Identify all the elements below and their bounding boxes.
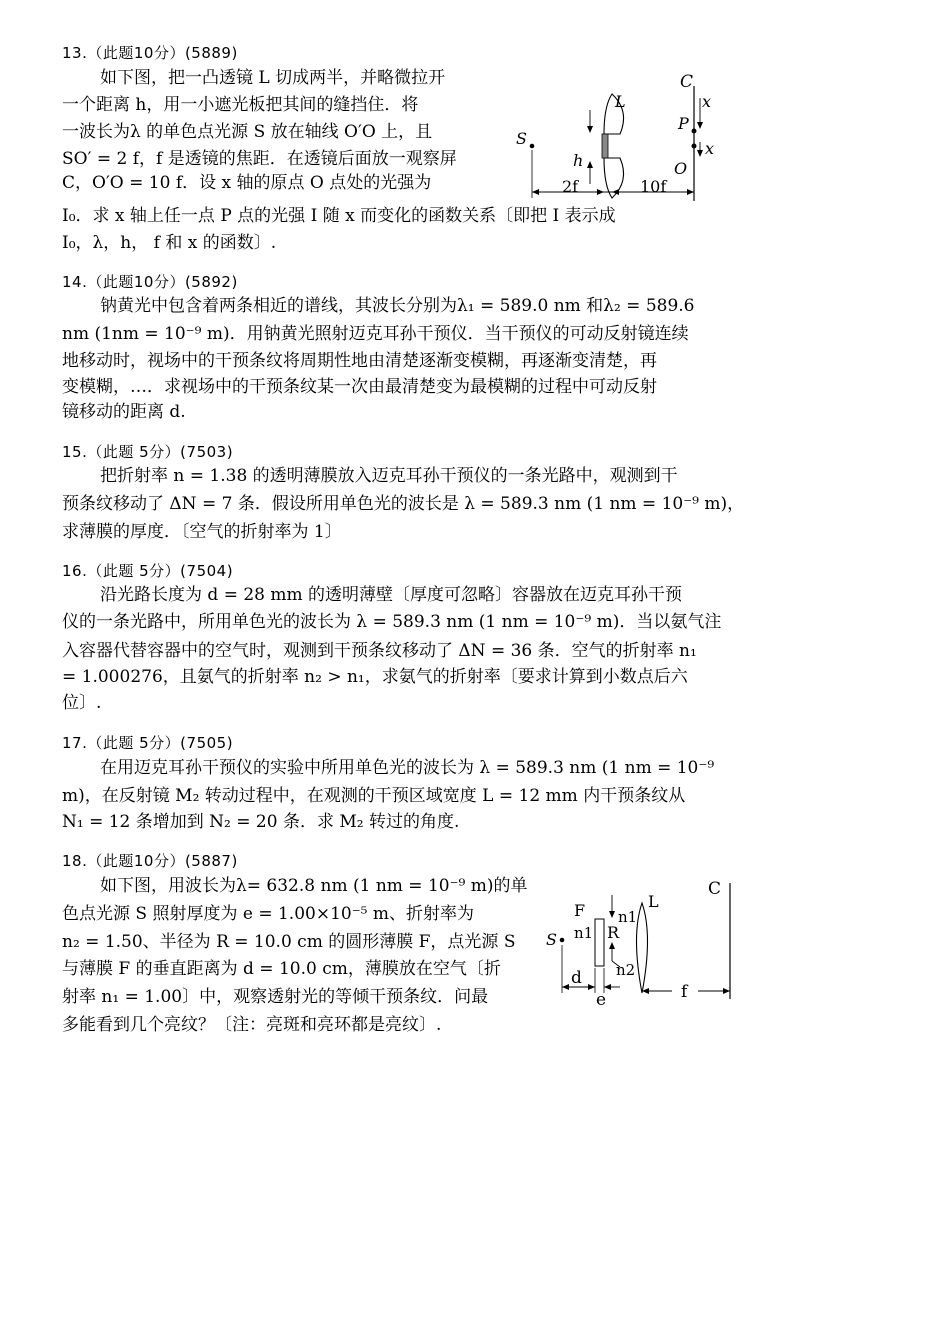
problem-13-line-2: 一个距离 h，用一小遮光板把其间的缝挡住．将 bbox=[62, 95, 419, 115]
problem-18-line-6: 多能看到几个亮纹？〔注：亮斑和亮环都是亮纹〕. bbox=[62, 1015, 442, 1035]
problem-17-line-3: N₁ = 12 条增加到 N₂ = 20 条．求 M₂ 转过的角度. bbox=[62, 812, 460, 832]
problem-18-line-5: 射率 n₁ = 1.00〕中，观察透射光的等倾干预条纹．问最 bbox=[62, 987, 489, 1007]
problem-18-figure bbox=[540, 873, 740, 1011]
problem-13-heading: 13.（此题10分）(5889) bbox=[62, 44, 238, 62]
problem-13-line-4: SO′ = 2 f，f 是透镜的焦距．在透镜后面放一观察屏 bbox=[62, 149, 457, 169]
problem-14-line-1: 钠黄光中包含着两条相近的谱线，其波长分别为λ₁ = 589.0 nm 和λ₂ = 589.6 bbox=[100, 296, 695, 316]
fig18-label-S: S bbox=[546, 930, 557, 949]
problem-15-line-2: 预条纹移动了 ΔN = 7 条．假设所用单色光的波长是 λ = 589.3 nm (1 nm = 10⁻⁹ m)， bbox=[62, 494, 745, 514]
fig18-label-n2: n2 bbox=[616, 961, 636, 979]
problem-14-heading: 14.（此题10分）(5892) bbox=[62, 273, 238, 291]
problem-14-line-5: 镜移动的距离 d. bbox=[62, 402, 186, 422]
fig13-label-C: C bbox=[680, 72, 694, 92]
fig18-label-e: e bbox=[596, 990, 607, 1010]
problem-17-line-2: m)，在反射镜 M₂ 转动过程中，在观测的干预区域宽度 L = 12 mm 内干预条纹从 bbox=[62, 786, 686, 806]
problem-14-line-4: 变模糊，…．求视场中的干预条纹某一次由最清楚变为最模糊的过程中可动反射 bbox=[62, 377, 657, 397]
problem-15-line-3: 求薄膜的厚度．〔空气的折射率为 1〕 bbox=[62, 522, 342, 542]
fig13-label-P: P bbox=[678, 114, 689, 133]
fig18-label-C: C bbox=[708, 879, 722, 899]
problem-14-line-2: nm (1nm = 10⁻⁹ m)．用钠黄光照射迈克耳孙干预仪．当干预仪的可动反射镜连续 bbox=[62, 324, 689, 344]
problem-16-line-5: 位〕. bbox=[62, 693, 102, 713]
problem-16-line-1: 沿光路长度为 d = 28 mm 的透明薄壁〔厚度可忽略〕容器放在迈克耳孙干预 bbox=[100, 585, 683, 605]
problem-18-line-4: 与薄膜 F 的垂直距离为 d = 10.0 cm，薄膜放在空气〔折 bbox=[62, 959, 501, 979]
fig13-label-2f: 2f bbox=[562, 177, 579, 196]
problem-17-heading: 17.（此题 5分）(7505) bbox=[62, 734, 234, 752]
fig18-label-L: L bbox=[648, 892, 659, 911]
problem-13-line-7: I₀，λ，h， f 和 x 的函数〕. bbox=[62, 233, 277, 253]
problem-18-line-1: 如下图，用波长为λ= 632.8 nm (1 nm = 10⁻⁹ m)的单 bbox=[100, 876, 528, 896]
fig18-label-d: d bbox=[571, 968, 582, 988]
problem-16-line-3: 入容器代替容器中的空气时，观测到干预条纹移动了 ΔN = 36 条．空气的折射率 n₁ bbox=[62, 641, 697, 661]
problem-13-figure bbox=[508, 66, 733, 202]
problem-16-line-2: 仪的一条光路中，所用单色光的波长为 λ = 589.3 nm (1 nm = 10⁻⁹ m)．当以氨气注 bbox=[62, 612, 722, 632]
problem-16-line-4: = 1.000276，且氨气的折射率 n₂ > n₁，求氨气的折射率〔要求计算到小数点后六 bbox=[62, 667, 688, 687]
problem-13-line-6: I₀．求 x 轴上任一点 P 点的光强 I 随 x 而变化的函数关系〔即把 I 表示成 bbox=[62, 206, 616, 226]
fig13-label-O: O bbox=[674, 159, 688, 178]
fig13-label-L: L bbox=[615, 92, 626, 111]
problem-16-heading: 16.（此题 5分）(7504) bbox=[62, 562, 234, 580]
problem-15-heading: 15.（此题 5分）(7503) bbox=[62, 443, 234, 461]
problem-13-line-1: 如下图，把一凸透镜 L 切成两半，并略微拉开 bbox=[100, 68, 446, 88]
fig13-label-10f: 10f bbox=[640, 177, 667, 196]
problem-18-line-2: 色点光源 S 照射厚度为 e = 1.00×10⁻⁵ m、折射率为 bbox=[62, 904, 475, 924]
problem-18-line-3: n₂ = 1.50、半径为 R = 10.0 cm 的圆形薄膜 F，点光源 S bbox=[62, 932, 516, 952]
fig18-label-R: R bbox=[607, 923, 620, 942]
fig18-label-F: F bbox=[574, 901, 586, 920]
fig18-label-n1-left: n1 bbox=[574, 924, 594, 942]
fig13-label-x-mid: x bbox=[705, 139, 715, 158]
problem-14-line-3: 地移动时，视场中的干预条纹将周期性地由清楚逐渐变模糊，再逐渐变清楚，再 bbox=[62, 351, 657, 371]
problem-15-line-1: 把折射率 n = 1.38 的透明薄膜放入迈克耳孙干预仪的一条光路中，观测到干 bbox=[100, 466, 678, 486]
problem-17-line-1: 在用迈克耳孙干预仪的实验中所用单色光的波长为 λ = 589.3 nm (1 nm = 10⁻⁹ bbox=[100, 758, 715, 778]
fig13-label-S: S bbox=[516, 129, 527, 148]
fig13-label-x-top: x bbox=[702, 92, 712, 111]
problem-13-line-5: C，O′O = 10 f．设 x 轴的原点 O 点处的光强为 bbox=[62, 173, 432, 193]
fig13-label-h: h bbox=[573, 151, 584, 170]
fig18-label-n1-top: n1 bbox=[618, 908, 638, 926]
problem-18-heading: 18.（此题10分）(5887) bbox=[62, 852, 238, 870]
problem-13-line-3: 一波长为λ 的单色点光源 S 放在轴线 O′O 上，且 bbox=[62, 122, 433, 142]
fig18-label-f: f bbox=[681, 982, 688, 1002]
